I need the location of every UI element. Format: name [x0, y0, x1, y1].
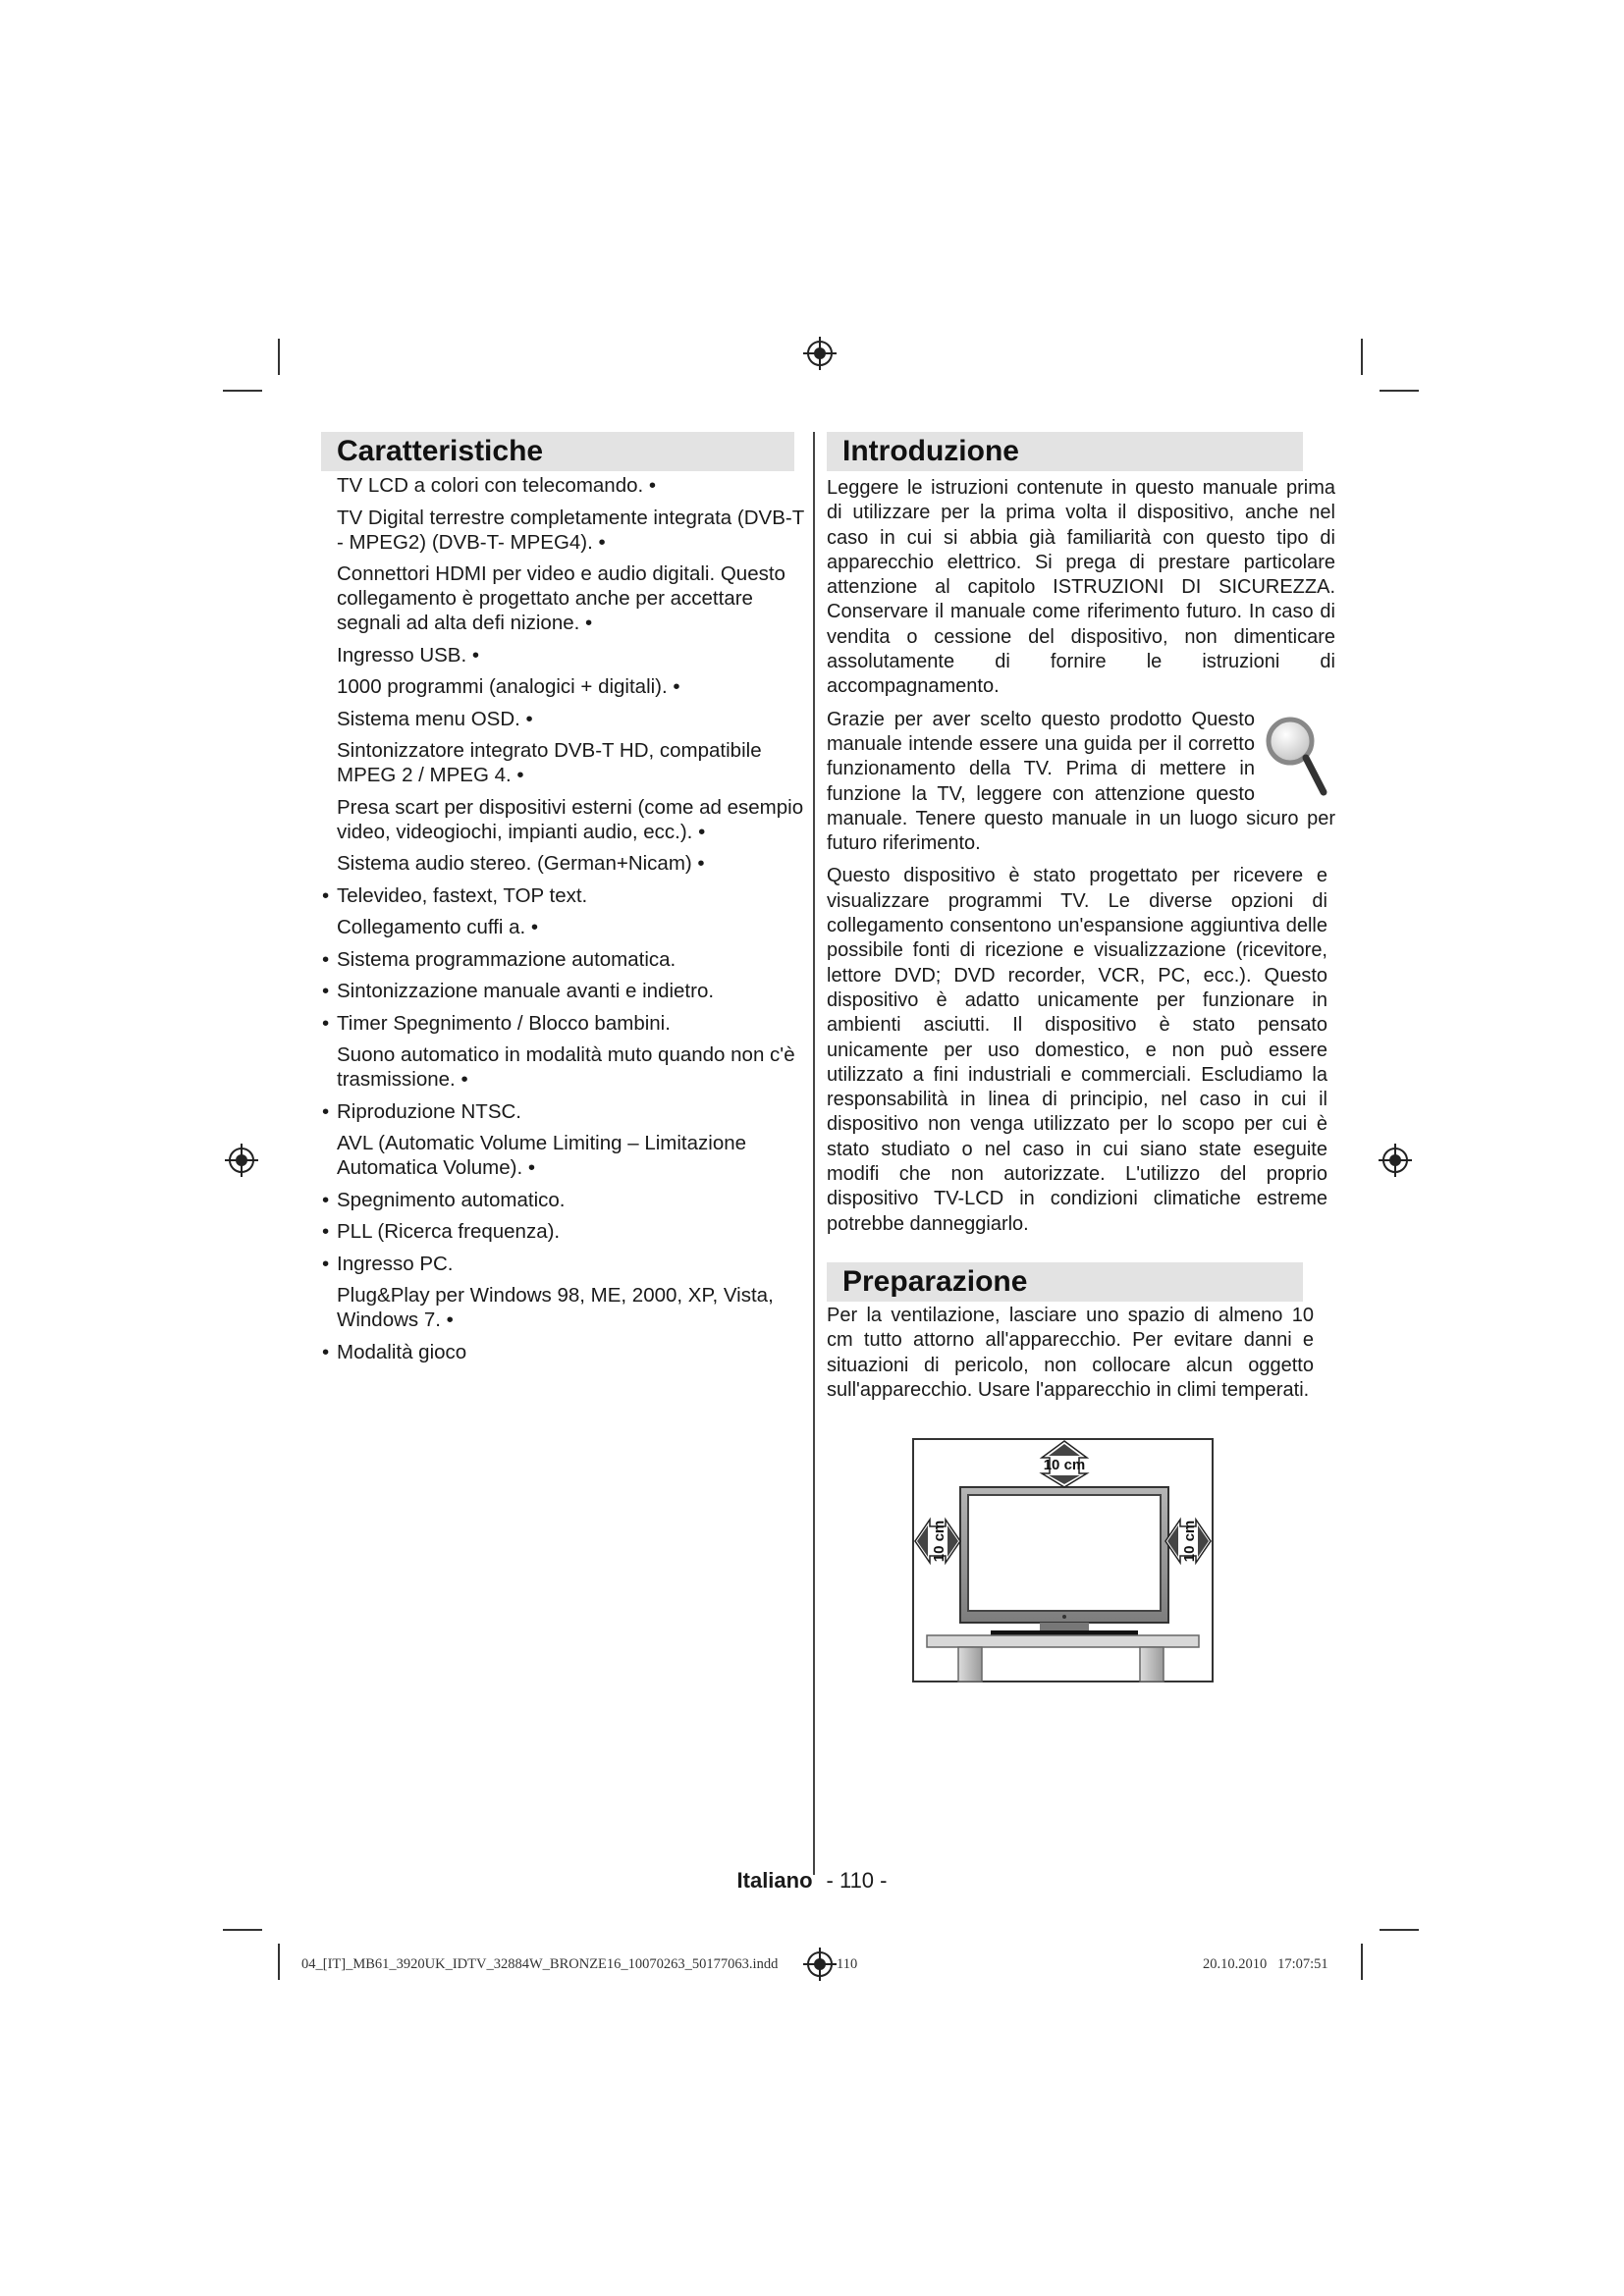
intro-paragraph-2-wrap: [827, 708, 1335, 857]
feature-text: Connettori HDMI per video e audio digitali. Questo collegamento è progettato anche per accettare segnali ad alta defi nizione. •: [337, 562, 785, 634]
feature-item: [321, 1340, 812, 1364]
introduction-body: [827, 476, 1335, 1245]
print-slug-file: [301, 1956, 778, 1973]
feature-item: [321, 1099, 812, 1124]
crop-mark: [1361, 1944, 1363, 1980]
feature-item: [321, 795, 812, 844]
introduction-heading: Introduzione: [827, 432, 1303, 471]
column-divider: [813, 432, 815, 1875]
table-leg-left: [958, 1647, 982, 1682]
feature-text: Sistema programmazione automatica.: [337, 947, 677, 971]
intro-paragraph-3: Questo dispositivo è stato progettato per ricevere e visualizzare programmi TV. Le diverse opzioni di collegamento consentono un'espansione aggiuntiva delle possibile fonti di ricezione e visualizzazione (ricevitore, lettore DVD; DVD recorder, VCR, PC, ecc.). Questo dispositivo è adatto unicamente per funzionare in ambienti asciutti. Il dispositivo è stato pensato unicamente per uso domestico, e non può essere utilizzato a fini industriali e commerciali. Escludiamo la responsabilità in linea di principio, nel caso in cui il dispositivo non venga utilizzato per lo scopo per cui è stato studiato o nel caso in cui siano state eseguite modifi che non autorizzate. L'utilizzo del proprio dispositivo TV-LCD in condizioni climatiche estreme potrebbe danneggiarlo.: [827, 865, 1327, 1235]
feature-text: Sistema audio stereo. (German+Nicam) •: [337, 852, 705, 875]
crop-mark: [223, 390, 262, 392]
feature-item: [321, 979, 812, 1003]
bullet-icon: •: [322, 1220, 330, 1243]
feature-text: Modalità gioco: [337, 1340, 467, 1363]
feature-item: [321, 643, 812, 667]
slug-timestamp: 20.10.2010 17:07:51: [1203, 1956, 1328, 1972]
tv-power-led: [1062, 1615, 1066, 1619]
bullet-icon: •: [322, 1252, 330, 1275]
feature-text: Suono automatico in modalità muto quando non c'è trasmissione. •: [337, 1043, 795, 1091]
feature-item: [321, 851, 812, 876]
footer-language: Italiano: [736, 1868, 813, 1893]
page-number: - 110 -: [826, 1868, 888, 1893]
clearance-label-left: 10 cm: [931, 1520, 947, 1563]
registration-mark-icon: [225, 1144, 258, 1177]
bullet-icon: •: [322, 883, 330, 907]
table-leg-right: [1140, 1647, 1164, 1682]
feature-text: PLL (Ricerca frequenza).: [337, 1220, 561, 1243]
feature-text: Plug&Play per Windows 98, ME, 2000, XP, Vista, Windows 7. •: [337, 1284, 774, 1331]
feature-text: Collegamento cuffi a. •: [337, 916, 538, 938]
clearance-label-top: 10 cm: [1043, 1457, 1086, 1473]
crop-mark: [1361, 339, 1363, 375]
feature-text: Riproduzione NTSC.: [337, 1099, 521, 1123]
feature-item: [321, 1188, 812, 1212]
feature-text: TV Digital terrestre completamente integrata (DVB-T - MPEG2) (DVB-T- MPEG4). •: [337, 507, 804, 554]
feature-item: [321, 883, 812, 908]
registration-mark-icon: [803, 1948, 837, 1981]
bullet-icon: •: [322, 1340, 330, 1363]
feature-text: Timer Spegnimento / Blocco bambini.: [337, 1011, 671, 1035]
feature-item: [321, 707, 812, 731]
feature-text: Ingresso USB. •: [337, 644, 479, 667]
feature-item: [321, 1131, 812, 1180]
crop-mark: [1380, 390, 1419, 392]
tv-screen: [968, 1495, 1161, 1611]
feature-text: AVL (Automatic Volume Limiting – Limitazione Automatica Volume). •: [337, 1132, 746, 1179]
feature-text: Ingresso PC.: [337, 1252, 454, 1275]
crop-mark: [278, 339, 280, 375]
slug-filename: 04_[IT]_MB61_3920UK_IDTV_32884W_BRONZE16_10070263_50177063.indd: [301, 1956, 779, 1972]
feature-item: [321, 1011, 812, 1036]
crop-mark: [223, 1929, 262, 1931]
clearance-label-right: 10 cm: [1181, 1520, 1198, 1563]
preparation-heading: Preparazione: [827, 1262, 1303, 1302]
feature-text: Sistema menu OSD. •: [337, 708, 533, 730]
registration-mark-icon: [803, 337, 837, 370]
feature-item: [321, 1283, 812, 1332]
registration-mark-icon: [1379, 1144, 1412, 1177]
feature-item: [321, 561, 812, 635]
feature-item: [321, 473, 812, 498]
feature-text: Sintonizzatore integrato DVB-T HD, compatibile MPEG 2 / MPEG 4. •: [337, 739, 762, 786]
tv-clearance-diagram: [912, 1438, 1214, 1683]
table-top: [927, 1635, 1199, 1647]
feature-item: [321, 738, 812, 787]
bullet-icon: •: [322, 1099, 330, 1123]
feature-item: [321, 1042, 812, 1092]
bullet-icon: •: [322, 947, 330, 971]
feature-item: [321, 674, 812, 699]
crop-mark: [1380, 1929, 1419, 1931]
tv-stand-neck: [1040, 1623, 1089, 1630]
feature-item: [321, 1252, 812, 1276]
features-heading: Caratteristiche: [321, 432, 794, 471]
feature-text: Spegnimento automatico.: [337, 1188, 566, 1211]
crop-mark: [278, 1944, 280, 1980]
page-footer: [0, 1868, 1624, 1894]
feature-item: [321, 506, 812, 555]
bullet-icon: •: [322, 1188, 330, 1211]
feature-text: Televideo, fastext, TOP text.: [337, 883, 588, 907]
feature-text: TV LCD a colori con telecomando. •: [337, 474, 656, 497]
feature-text: 1000 programmi (analogici + digitali). •: [337, 675, 680, 698]
feature-item: [321, 915, 812, 939]
features-list: [321, 473, 812, 1371]
bullet-icon: •: [322, 1011, 330, 1035]
bullet-icon: •: [322, 980, 330, 1002]
feature-item: [321, 947, 812, 972]
feature-text: Presa scart per dispositivi esterni (come ad esempio video, videogiochi, impianti audio, ecc.). •: [337, 796, 803, 843]
preparation-paragraph: Per la ventilazione, lasciare uno spazio di almeno 10 cm tutto attorno all'apparecchio. Per evitare danni e situazioni di pericolo, non collocare alcun oggetto sull'apparecchio. Usare l'apparecchio in climi temperati.: [827, 1305, 1314, 1401]
intro-paragraph-1: Leggere le istruzioni contenute in questo manuale prima di utilizzare per la prima volta il dispositivo, anche nel caso in cui si abbia già familiarità con questo tipo di apparecchio elettrico. Si prega di prestare particolare attenzione al capitolo ISTRUZIONI DI SICUREZZA. Conservare il manuale come riferimento futuro. In caso di vendita o cessione del dispositivo, non dimenticare assolutamente di fornire le istruzioni di accompagnamento.: [827, 477, 1335, 698]
slug-file-page: 110: [837, 1956, 858, 1972]
feature-item: [321, 1219, 812, 1244]
feature-text: Sintonizzazione manuale avanti e indietro.: [337, 980, 715, 1002]
magnifier-icon: [1263, 714, 1335, 802]
intro-paragraph-2: Grazie per aver scelto questo prodotto Questo manuale intende essere una guida per il corretto funzionamento della TV. Prima di mettere in funzione la TV, leggere con attenzione questo manuale. Tenere questo manuale in un luogo sicuro per futuro riferimento.: [827, 708, 1335, 855]
